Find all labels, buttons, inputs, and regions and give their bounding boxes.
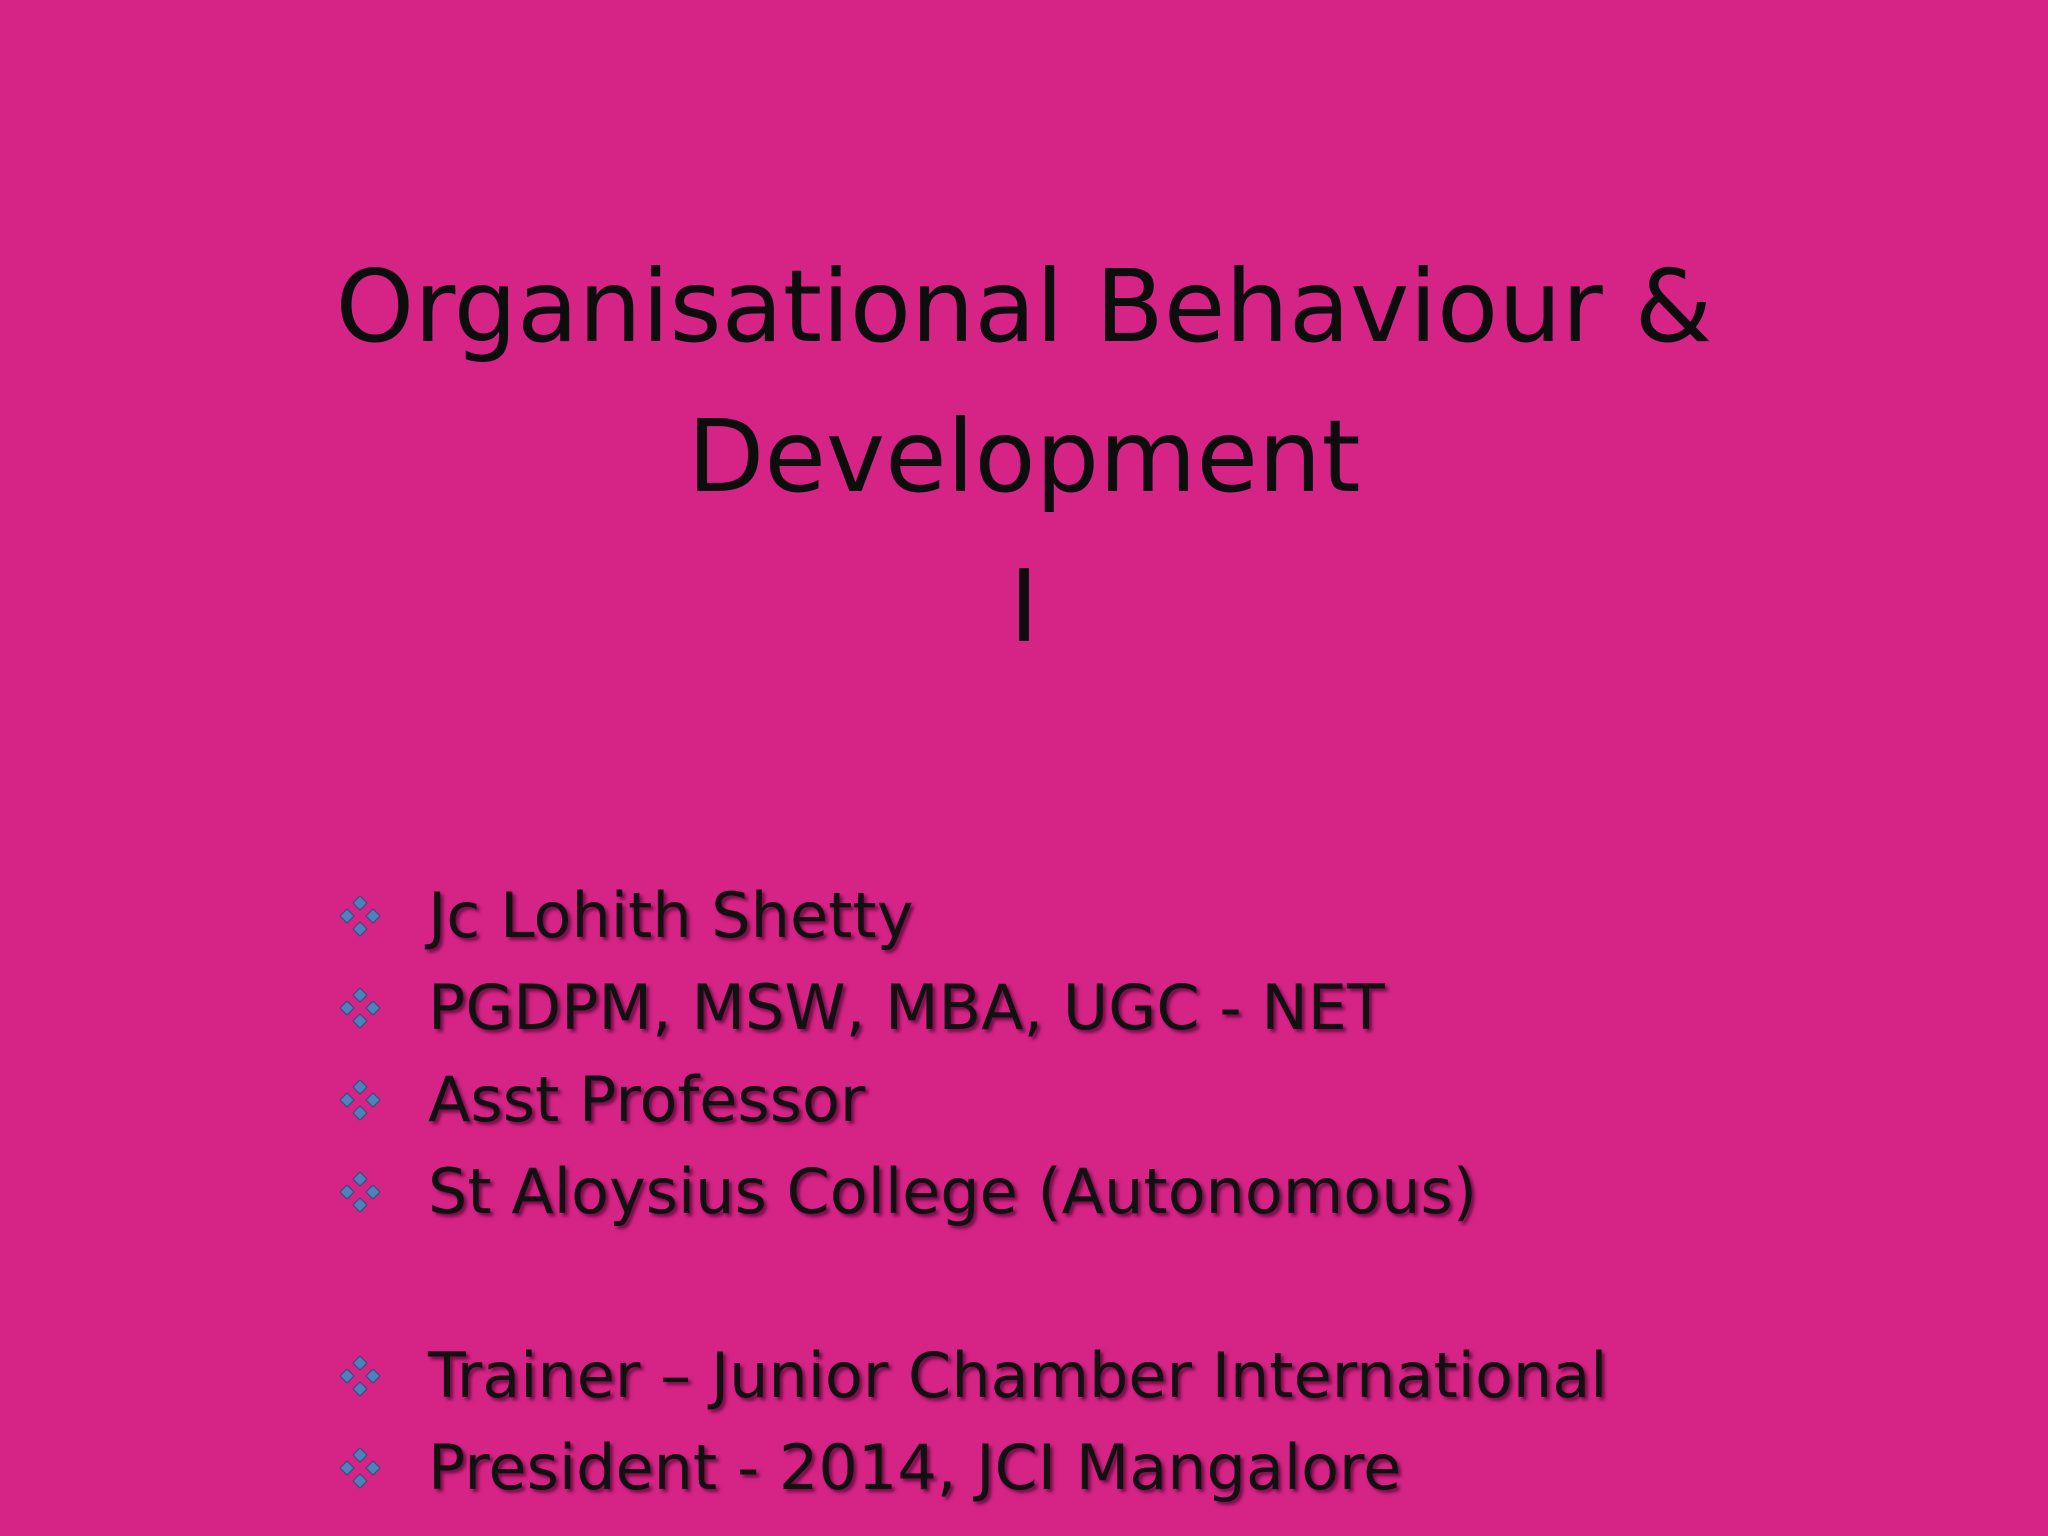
bullet-text: St Aloysius College (Autonomous)	[428, 1155, 1477, 1228]
slide-title	[200, 232, 1848, 682]
bullet-item-college	[336, 1146, 1607, 1238]
bullet-item-name	[336, 870, 1607, 962]
bullet-text: Jc Lohith Shetty	[428, 879, 914, 952]
title-line-1: Organisational Behaviour &	[335, 248, 1713, 365]
four-diamond-bullet-icon	[336, 1076, 384, 1124]
bullet-text: President - 2014, JCI Mangalore	[428, 1431, 1402, 1504]
four-diamond-bullet-icon	[336, 1444, 384, 1492]
title-line-3: I	[1009, 548, 1039, 665]
bullet-text: PGDPM, MSW, MBA, UGC - NET	[428, 971, 1385, 1044]
bullet-item-position	[336, 1054, 1607, 1146]
four-diamond-bullet-icon	[336, 1168, 384, 1216]
bullet-item-president	[336, 1422, 1607, 1514]
bullet-item-qualifications	[336, 962, 1607, 1054]
four-diamond-bullet-icon	[336, 892, 384, 940]
bullet-text: Trainer – Junior Chamber International	[428, 1339, 1608, 1412]
bullet-item-trainer	[336, 1330, 1607, 1422]
bullet-spacer	[336, 1238, 1607, 1330]
four-diamond-bullet-icon	[336, 984, 384, 1032]
bullet-text: Asst Professor	[428, 1063, 866, 1136]
title-line-2: Development	[687, 398, 1361, 515]
bullet-list	[336, 870, 1607, 1514]
four-diamond-bullet-icon	[336, 1352, 384, 1400]
